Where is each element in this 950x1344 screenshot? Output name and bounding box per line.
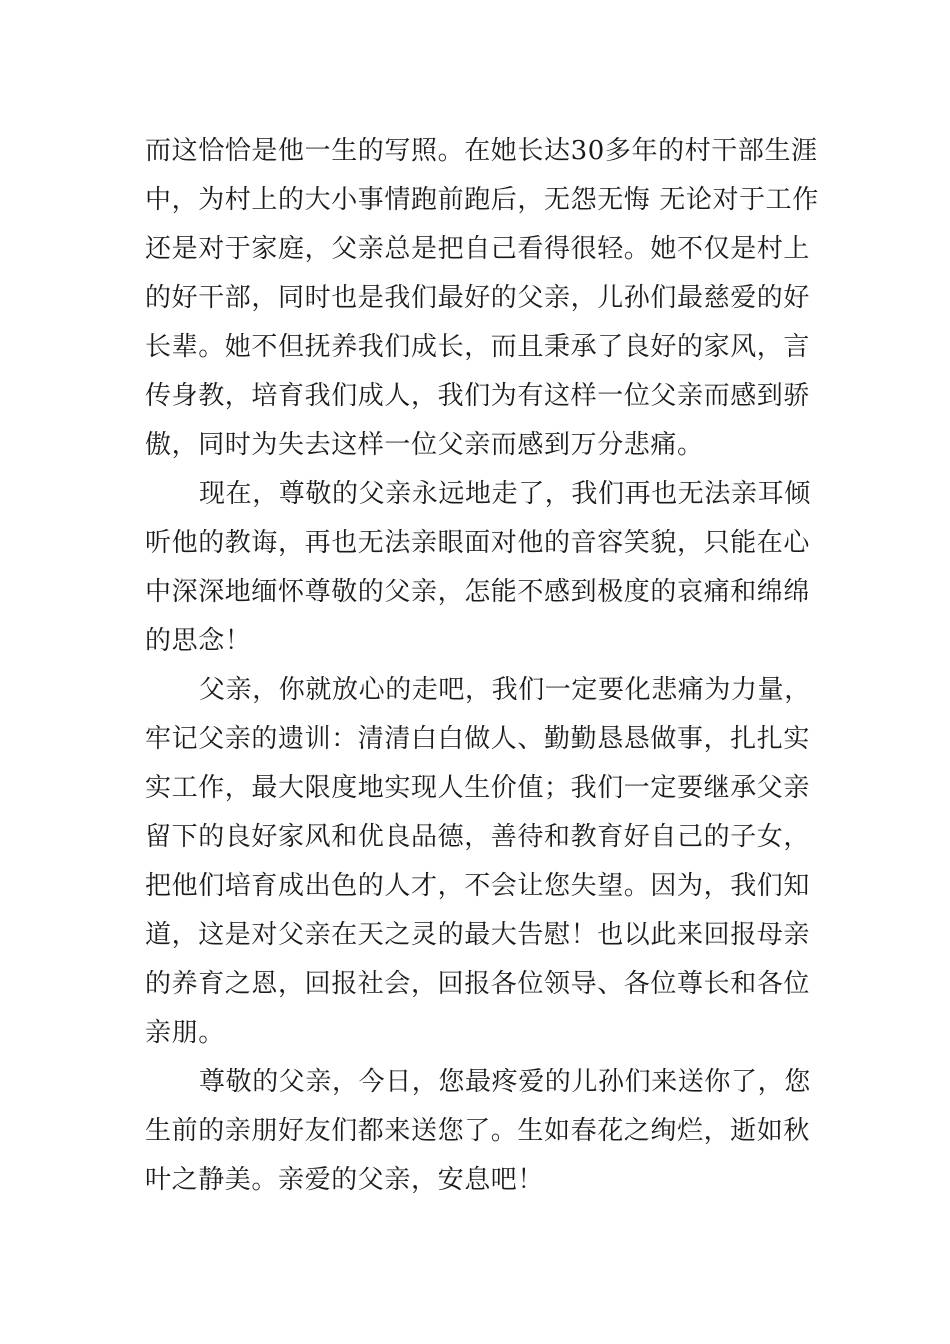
text-line: 的好干部，同时也是我们最好的父亲，儿孙们最慈爱的好 [145, 283, 811, 313]
text-line: 把他们培育成出色的人才，不会让您失望。因为，我们知 [145, 871, 811, 901]
text-line: 道，这是对父亲在天之灵的最大告慰！也以此来回报母亲 [145, 920, 811, 950]
text-line-first: 尊敬的父亲，今日，您最疼爱的儿孙们来送你了，您 [199, 1067, 811, 1097]
text-line-first: 父亲，你就放心的走吧，我们一定要化悲痛为力量， [199, 675, 811, 705]
text-line: 听他的教诲，再也无法亲眼面对他的音容笑貌，只能在心 [145, 528, 811, 558]
text-line: 牢记父亲的遗训：清清白白做人、勤勤恳恳做事，扎扎实 [145, 724, 811, 754]
text-line: 叶之静美。亲爱的父亲，安息吧！ [145, 1165, 545, 1195]
text-line: 中深深地缅怀尊敬的父亲，怎能不感到极度的哀痛和绵绵 [145, 577, 811, 607]
text-line: 的思念！ [145, 626, 252, 656]
paragraph-4 [145, 1058, 811, 1205]
text-line: 中，为村上的大小事情跑前跑后，无怨无悔 无论对于工作 [145, 185, 819, 215]
document-body [145, 127, 819, 1205]
text-line: 生前的亲朋好友们都来送您了。生如春花之绚烂，逝如秋 [145, 1116, 811, 1146]
text-line: 傲，同时为失去这样一位父亲而感到万分悲痛。 [145, 430, 704, 460]
paragraph-2 [145, 470, 811, 666]
text-line: 还是对于家庭，父亲总是把自己看得很轻。她不仅是村上 [145, 234, 811, 264]
text-line: 长辈。她不但抚养我们成长，而且秉承了良好的家风，言 [145, 332, 811, 362]
text-line: 传身教，培育我们成人，我们为有这样一位父亲而感到骄 [145, 381, 811, 411]
text-line: 亲朋。 [145, 1018, 225, 1048]
text-line: 实工作，最大限度地实现人生价值；我们一定要继承父亲 [145, 773, 811, 803]
paragraph-1 [145, 127, 819, 470]
text-line-first: 现在，尊敬的父亲永远地走了，我们再也无法亲耳倾 [199, 479, 811, 509]
paragraph-3 [145, 666, 811, 1058]
text-line: 的养育之恩，回报社会，回报各位领导、各位尊长和各位 [145, 969, 811, 999]
text-line: 而这恰恰是他一生的写照。在她长达30多年的村干部生涯 [145, 136, 818, 166]
text-line: 留下的良好家风和优良品德，善待和教育好自己的子女， [145, 822, 811, 852]
